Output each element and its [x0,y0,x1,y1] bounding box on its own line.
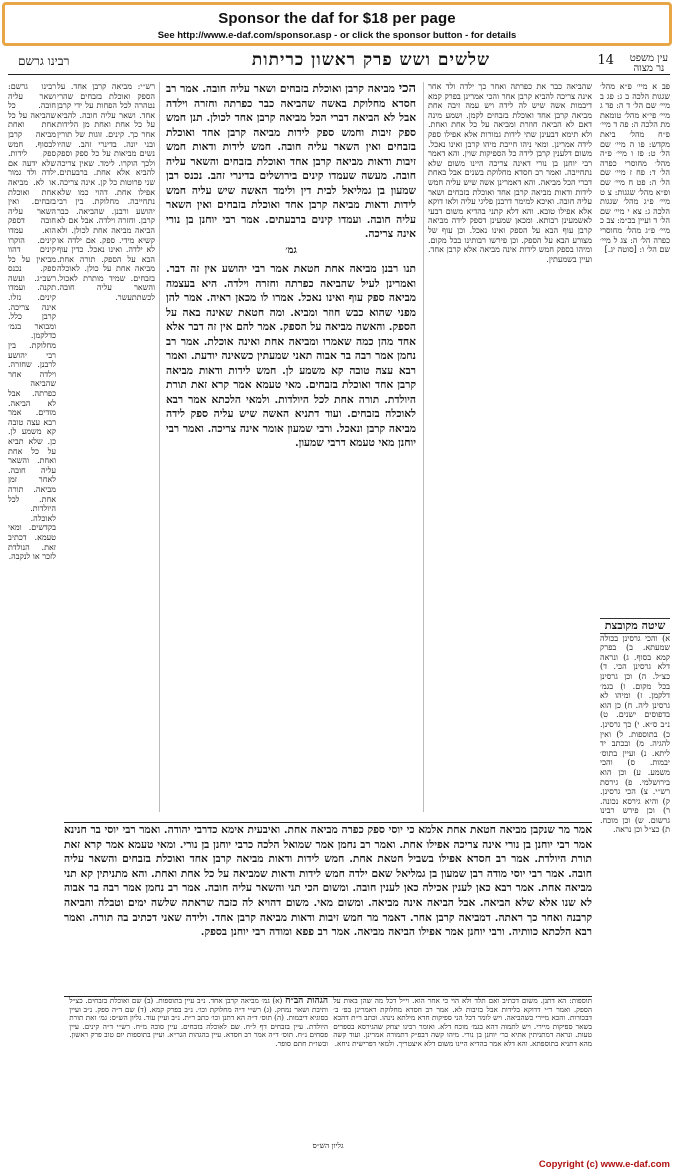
ein-mishpat-column [600,82,670,1142]
tosafot-column [423,82,592,812]
shita-mekubetzet-text: א) והכי גרסינן בכולה שמעתא. ב) בפרק קמא בסוף. ג) ונראה דלא גרסינן הכי. ד) כצ״ל. ה) וכן גרסינן בכל מקום. ו) בגמ׳ דלקמן. ז) ומיהו לא גרסינן ליה. ח) כן הוא בדפוסים ישנים. ט) נ״ב ס״א. י) כך גרסינן. כ) בתוספות. ל) ואין להגיה. מ) ובכתב יד ליתא. נ) ועיין בתוס׳ יבמות. ס) והכי משמע. ע) וכן הוא בירושלמי. פ) גירסת רש״י. צ) הכי גרסינן. ק) והיא גירסא נכונה. ר) וכן פירש רבינו גרשום. ש) וכן מוכח. ת) כצ״ל וכן נראה. [600,633,670,835]
header-ein-mishpat-line2: נר מצוה [633,63,665,74]
rashi-column [57,82,160,812]
header-ein-mishpat-line1: עין משפט [629,53,668,64]
page-title: שלשים ושש פרק ראשון כריתות [251,50,490,70]
footnotes-section [64,996,592,1127]
tosafot-text: שהביאה כבר את כפרתה ואחר כך ילדה ולד אחר אינה צריכה להביא קרבן אחר והכי אמרינן בפרק קמא דיבמות אשה שיש לה לידה ויש עמה זיבה אחת מביאה קרבן אחד ואוכלת בזבחים לקמן. ושמע מינה דאם לא הביאה חוזרת ומביאה על כל אחת ואחת. ולא תימא דבעינן שתי לידות גמורות אלא אפילו ספק לידה אמרינן. ומאי ניהו חייבת מיהו קרבן ואינו נאכל. משום דלענין קרבן לידה כל הספיקות שוין. והא דאמר רבי יוחנן בן נורי דאינה צריכה היינו משום שלא נתחייבה. ואמר רב חסדא מחלוקת בשנים אבל באחת דברי הכל מביאה. והא דאמרינן אשה שיש עליה חמש לידות ודאות מביאה קרבן אחד ואוכלת בזבחים ושאר עליה חובה. ואיכא למימר דרבנן פליגי עליה ולאו דוקא אלא אפילו טובא. והא דלא קתני בהדיא משום דבעי לאשמעינן רבותא. ומכאן שמעינן דספק לידה מביאה קרבן עוף הבא על הספק ואינו נאכל. וכן עוף של מצורע הבא על הספק. וכן פירשו רבותינו בכל מקום. ומיהו בספק חמש לידות אינה מביאה אלא קרבן אחד. ועיין בשמעתין. [428,82,592,264]
ein-mishpat-references: פב א מיי׳ פ״א מהל׳ שגגות הלכה ב ג: פג ב מיי׳ שם הל׳ ד ה: פד ג מיי׳ פי״א מהל׳ טומאת מת הלכה ה: פה ד מיי׳ פ״ח מהל׳ ביאת מקדש: פו ה מיי׳ שם הל׳ ט: פז ו מיי׳ פ״ה מהל׳ מחוסרי כפרה הל׳ ד: פח ז מיי׳ שם הל׳ ה: פט ח מיי׳ שם ופ״א מהל׳ שגגות: צ ט מיי׳ פ״ג מהל׳ שגגות הלכה ג: צא י מיי׳ שם הל׳ ד ועיין בכ״מ: צב כ מיי׳ פ״ג מהל׳ מחוסרי כפרה הל׳ ה: צג ל מיי׳ שם הל׳ ו: [סוטה יג.] [600,82,670,255]
copyright-link[interactable]: Copyright (c) www.e-daf.com [538,1159,670,1170]
header-ein-mishpat [630,54,668,74]
gemara-continuation-text: אמר מר שנקבן מביאה חטאת אחת אלמא כי יוסי ספק כפרה מביאה אחת. ואיבעית אימא כדרבי יהודה. ואמר רבי יוסי בר חנינא אמר רבי יוחנן בן נורי אינה צריכה אפילו אחת. ואמר רב נחמן אמר שמואל הלכה כרבי יוחנן בן נורי. ומאי טעמא אמר קרא זאת תורת היולדת. אמר רב חסדא אפילו בשביל חטאת אחת. חמש לידות ודאות מביאה קרבן אחד ואוכלת בזבחים והשאר עליה חובה. אמר רבי יוסי מודה רבן שמעון בן גמליאל שאם ילדה חמש לידות ודאות שמביאה על כל אחת ואחת. והא מתניתין קא תני מביאה אחת. אמר רבא כאן לענין אכילה כאן לענין חובה. ומשום הכי תני והשאר עליה חובה. אמר רב נחמן אמר רבה בר אבוה לא שנו אלא שלא הביאה. אבל הביאה אינה מביאה. ומשום מאי. משום דהויא לה כזבה שראתה שלשה ימים וטבלה והביאה קרבנה ואחר כך ראתה. דמביאה קרבן אחר. דאמר מר חמש זיבות ודאות מביאה קרבן אחד. ולידה שאני דכתיב בה תורה. ואמר רבא הלכתא כוותיה. ורבי יוחנן אמר אפילו הביאה מביאה. אמר רב פפא ומודה רבי יוחנן בספק. [64,824,592,939]
hagahot-title: הגהות הב״ח [285,996,329,1006]
sponsor-title[interactable]: Sponsor the daf for $18 per page [218,10,456,27]
gemara-paragraph-1: מביאה קרבן ואוכלת בזבחים ושאר עליה חובה. אמר רב חסדא מחלוקת באשה שהביאה כבר כפרתה וחזרה וילדה אבל לא הביאה דברי הכל מביאה קרבן אחד לכולן. תנן חמש ספק זיבות וחמש ספק לידות מביאה קרבן אחד ואוכלת בזבחים ואין השאר עליה חובה. חמש לידות ודאות חמש זיבות ודאות מביאה קרבן אחד ואוכלת בזבחים והשאר עליה חובה. מעשה שעמדו קינים בירושלים בדינרי זהב. נכנס רבן שמעון בן גמליאל לבית דין ולימד האשה שיש עליה חמש לידות ודאות מביאה קרבן אחד ואוכלת בזבחים ואין השאר עליה חובה. ועמדו קינים ברבעתים. אמר רבי יוחנן בן נורי אינה צריכה. [166,83,416,240]
gemara-paragraph-2: תנו רבנן מביאה אחת חטאת אמר רבי יהושע אין זה דבר. ואמרינן לעיל שהביאה כפרתה וחזרה וילדה. היא בעצמה מביאה ספק עוף ואינו נאכל. אמרו לו מכאן ראיה. אמר להן מפני שהוא כבש חוזר ומביא. ומה חטאת שאינה באה על הספק. והאשה מביאה על הספק. אמר להם אין זה דבר אלא אחד מהן כמה שאמרו ומביאה אחת ואינה אוכלת. אמר רב נחמן אמר רבה בר אבוה תאני שמעתין כשאינה יודעת. ואמר רבא עצה טובה קא משמע לן. חמש לידות ודאות מביאה קרבן אחד ואוכלת בזבחים. מאי טעמא אמר קרא זאת תורת היולדת. תורה אחת לכל היולדות. ולמאי הלכתא אמר רבא לאוכלה בזבחים. ועוד דתניא האשה שיש עליה ספק לידה מביאה קרבן ונאכל. ורבי שמעון אומר אינה צריכה. ואמר רבי יוחנן מאי טעמא דרבי שמעון. [166,263,416,449]
sponsor-subtitle[interactable]: See http://www.e-daf.com/sponsor.asp - or click the sponsor button - for details [157,30,517,41]
gemara-opening-word: הכי [398,82,416,96]
gilyon-hashas-label: גליון הש״ס [312,1141,344,1150]
page-header [8,52,670,75]
rabbeinu-gershom-text: רבינו גרשם: ושאר עליה חובה. כל שהביאה על כל אחת ואחת מביאה קרבן לבסוף. חמש ספק לידות. שלא ידעה אם ילדה ולד גמור או לא. מביאה אחת ואוכלת בזבחים. ואין השאר עליה חובה דספק הוא. עמדו קינים. הוקרו קינים דהוו מביאין על כל ספק. נכנס רשב״ג. ועשה תקנה. ועמדו קינים. נזלו. אינה צריכה. קרבן כלל. ומבואר בגמ׳ כדלקמן. מחלוקת. בין רבי יהושע לרבנן. שחזרה. וילדה אחר שהביאה כפרתה. אבל לא הביאה. מודים. אמר רבא עצה טובה קא משמע לן. כן. שלא תביא על כל אחת ואחת. והשאר עליה חובה. לאחר זמן מביאה. תורה אחת. לכל היולדות. לאוכלה. בקדשים. ומאי טעמא. דכתיב זאת. הנולדת לזכר או לנקבה. [8,82,56,562]
talmud-page [8,52,670,1160]
sponsor-banner[interactable] [2,2,672,46]
header-rabbeinu-gershom: רבינו גרשם [18,54,70,68]
footnotes-column-2 [69,997,328,1049]
rabbeinu-gershom-column [8,82,56,1142]
footnotes-column-2-text: (א) גמ׳ מביאה קרבן אחד. נ״ב עיין בתוספות. (ב) שם ואוכלת בזבחים. כצ״ל ותיבת ושאר נמחק. (ג) רש״י ד״ה מחלוקת וכו׳. נ״ב בפרק קמא. (ד) שם ד״ה ספק. נ״ב ועיין בסוגיא דיבמות. (ה) תוס׳ ד״ה הא דתנן וכו׳ כתב ר״ת. נ״ב ועיין עוד. גליון הש״ס: גמ׳ זאת תורת היולדת. עיין בזבחים דף ל״ח. שם לאוכלה בזבחים. עיין סוכה מ״ח. רש״י ד״ה קינים. עיין פסחים נ״ח. תוס׳ ד״ה אמר רב חסדא. עיין בהגהות הגר״א. ועיין בתוספות יום טוב פרק ראשון. ובשו״ת חתם סופר. [69,996,329,1048]
gemara-continuation [64,822,592,989]
page-number: 14 [597,53,614,68]
footnotes-column-1-text: תוספות: הא דתנן. משום דכתיב ואם תלד ולא הוי כי אחר הוא. וי״ל דכל מה שהן באות על הספק. ואמר ר״י דדוקא בלידות אבל בזיבות לא. אמר רב חסדא מחלוקת דאמרינן בפ׳ ב׳ דבכורות. והכא מיירי כשהביאה. ויש לומר דכל הני ספיקות חדא מילתא נינהו. וכתב ר״ת דהכא בשאר ספיקות מיירי. ויש לתמוה דהא בגמ׳ מוכח דלא. ואומר רבינו יצחק שהגירסא בספרים טעות. ונראה דמתניתין אתיא כר׳ יוחנן בן נורי. מיהו קשה דבפ״ק דתמורה אמרינן. ועוד קשה מהא דתניא בתוספתא. והא דלא אמר בהדיא היינו משום דלא איצטריך. ולמאי דפרישית ניחא. [333,996,592,1048]
footnotes-column-1 [333,997,592,1049]
gemara-section-title: גמ׳ [285,244,297,256]
gemara-column [166,82,416,812]
shita-mekubetzet-title: שיטה מקובצת [600,618,670,634]
rashi-text: רש״י: מביאה קרבן אחד. על הספק ואוכלת בזבחים שהרי נטהרה לכל הפחות על ידי קרבן אחד. ושאר עליה חובה. להביא על כל אחת ואחת מן הלידות אחר כך. קינים. זוגות של תורין ובני יונה. בדינרי זהב. שהיו נשים מביאות על כל ספק וספק ולכך הוקרו. לימד. שאין צריכה להביא אלא אחת. ברבעתים. שני פרוטות כל קן. אינה צריכה. אפילו אחת. דהוי כמו שלא נתחייבה. מחלוקת. בין רבי יהושע ורבנן. שהביאה. כבר קרבן. וחזרה וילדה. אבל אם לא הביאה מביאה אחת לכולן. ולא קשיא מידי. ספק. אם ילדה או לא ילדה. ואינו נאכל. כדין עוף הבא על הספק. תורה אחת. מביאה אחת על כולן. לאוכלה בזבחים. שמיד מותרת לאכול. והשאר עליה חובה. לכשתתעשר. [57,82,155,303]
